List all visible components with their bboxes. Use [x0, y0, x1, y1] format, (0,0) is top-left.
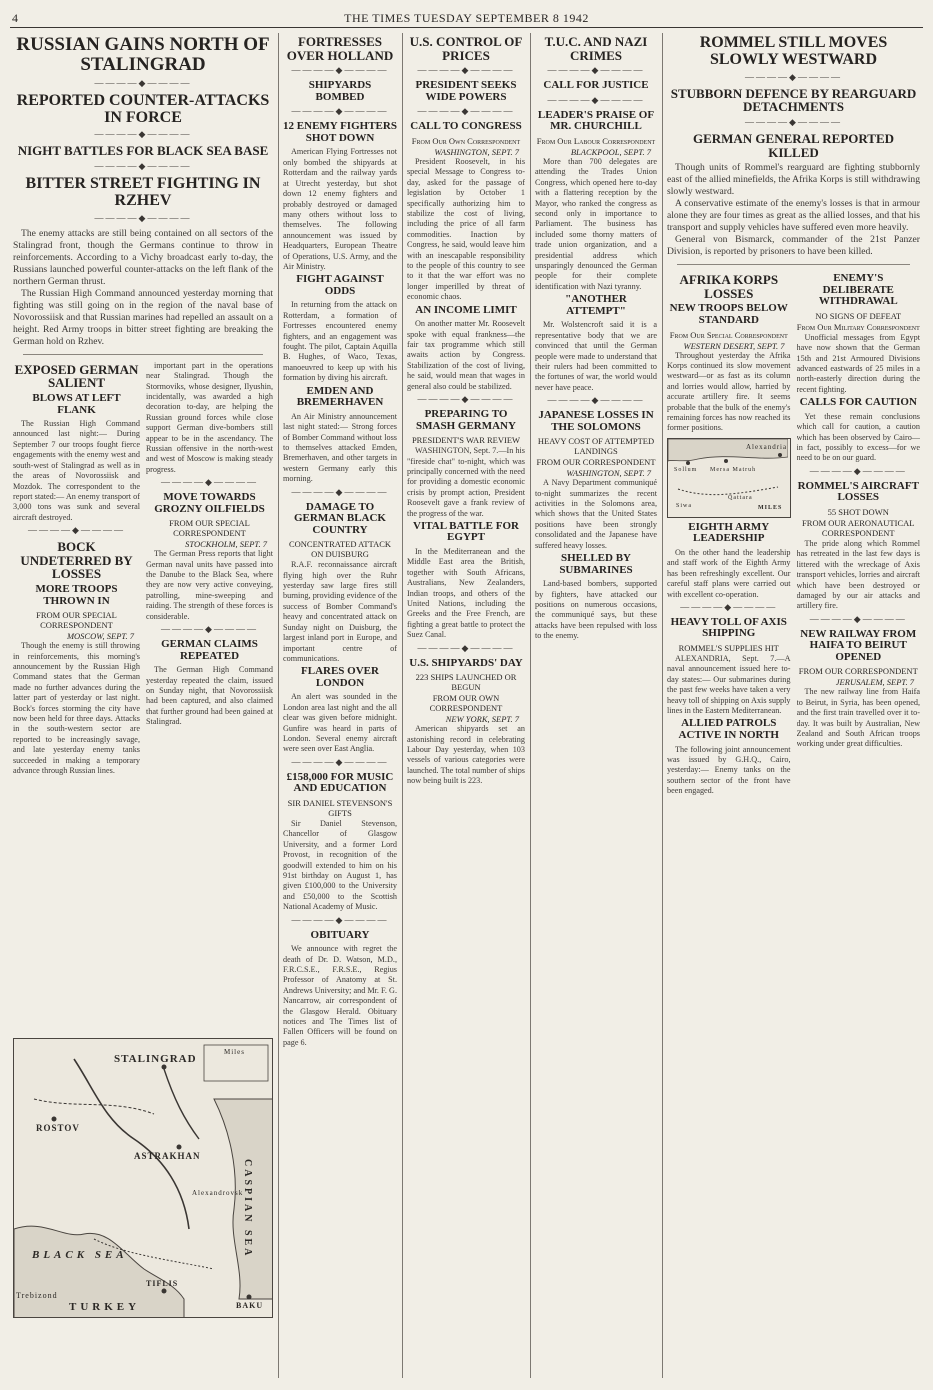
section-head: GERMAN CLAIMS REPEATED [161, 638, 258, 662]
ornament-divider [283, 915, 397, 926]
ornament-divider [667, 72, 920, 83]
desert-map [667, 438, 791, 518]
article-body: The pride along which Rommel has retreated in the last few days is littered with the wreckage of Axis transport vehicles, lorries and aircraft which have been destroyed or damaged by our air attacks and artillery fire. [796, 538, 920, 611]
section-head: MOVE TOWARDS GROZNY OILFIELDS [154, 491, 265, 515]
article-body: The German High Command yesterday repeated the claim, issued on Sunday night, that Novorossiisk had been captured, and also claimed that further ground had been gained at Stalingrad. [146, 665, 273, 727]
two-column-body [13, 361, 273, 777]
section-subhead: SIR DANIEL STEVENSON'S GIFTS [287, 797, 393, 818]
subheadline: NIGHT BATTLES FOR BLACK SEA BASE [17, 143, 269, 159]
section-head: U.S. SHIPYARDS' DAY [409, 656, 523, 669]
byline: FROM OUR AERONAUTICAL CORRESPONDENT [802, 517, 915, 538]
dateline: WASHINGTON, SEPT. 7 [566, 468, 651, 479]
article-lead: The Russian High Command announced yesterday morning that fighting was still going on in the region of the naval base of Novorossiisk and that Russian marines had repelled an assault on a height. Red Army troops in bitter street fighting are breaking the German hold on Rzhev. [13, 287, 273, 347]
ornament-divider [13, 525, 140, 536]
article-body: The following joint announcement was issued by G.H.Q., Cairo, yesterday:— Enemy tanks on the southern sector of the front have been engaged. [667, 744, 791, 796]
subcolumn-right [146, 361, 273, 777]
article-body: American Flying Fortresses not only bombed the shipyards at Rotterdam and the railway yards at Utrecht yesterday, but shot down 12 enemy fighters and probably destroyed or damaged many others without loss to themselves. The following announcement was issued by Headquarters, European Theatre of Operations, U.S. Army, and the Air Ministry. [283, 147, 397, 271]
map-drawing [14, 1039, 273, 1318]
dateline: BLACKPOOL, SEPT. 7 [570, 146, 651, 157]
article-body: More than 700 delegates are attending the Trades Union Congress, which opened here to-day with a flattering reception by the Mayor, who ranked the congress as second only in importance to Parliament. The business has included some thorny matters of trade union organization, and a presidential address which unsparingly denounced the German people for their complete identification with Nazi tyranny. [535, 156, 657, 291]
section-head: £158,000 FOR MUSIC AND EDUCATION [286, 770, 394, 795]
map-label-siwa: Siwa [676, 502, 692, 509]
ornament-divider [667, 117, 920, 128]
article-body: Yet these remain conclusions which call for caution, a caution which has been observed by Cairo—in fact, possibly to excess—for we need to be on our guard. [796, 411, 920, 463]
section-head: EIGHTH ARMY LEADERSHIP [688, 520, 770, 545]
map-label-trebizond: Trebizond [16, 1291, 58, 1300]
byline: From Our Special Correspondent [669, 329, 788, 340]
map-label-rostov: ROSTOV [36, 1123, 80, 1133]
dateline: MOSCOW, SEPT. 7 [66, 631, 134, 642]
ornament-divider [283, 487, 397, 498]
masthead [10, 6, 923, 28]
article-lead: A conservative estimate of the enemy's losses is that in armour alone they are four times as great as the allied losses, and that his transport and supply vehicles have suffered even more heavily. [667, 198, 920, 234]
article-body: American shipyards set an astonishing record in celebrating Labour Day yesterday, when 103 vessels of various categories were launched. The total number of ships now being built is 223. [407, 724, 525, 786]
article-body: We announce with regret the death of Dr. D. Watson, M.D., F.R.C.S.E., F.R.S.E., Regius Professor of Anatomy at St. Andrews University; and Mr. F. G. Nancarrow, air correspondent of the Glasgow Herald. Obituary notices and The Times list of Fallen Officers will be found on page 6. [283, 944, 397, 1047]
map-label-baku: BAKU [236, 1301, 264, 1310]
byline: FROM OUR CORRESPONDENT [536, 457, 656, 468]
byline: FROM OUR OWN CORRESPONDENT [429, 693, 503, 714]
article-body: important part in the operations near Stalingrad. Though the Stormoviks, whose designer, Ilyushin, incidentally, was awarded a high decoration to-day, are helping the Russian ground forces while close support German dive-bombers still appear to be in the ascendancy. The Russian offensive in the north-west and west of Moscow is making steady progress. [146, 360, 273, 474]
article-body: Land-based bombers, supported by fighters, have attacked our positions on numerous occasions, the communiqué says, but these attacks have been repulsed with loss to the enemy. [535, 579, 657, 641]
headline: RUSSIAN GAINS NORTH OF STALINGRAD [16, 34, 270, 75]
subheadline: BITTER STREET FIGHTING IN RZHEV [25, 175, 261, 209]
caucasus-map [13, 1038, 273, 1318]
column-rule [530, 33, 531, 1378]
headline: ROMMEL STILL MOVES SLOWLY WESTWARD [699, 34, 888, 68]
ornament-divider [13, 129, 273, 140]
column-rule [402, 33, 403, 1378]
section-head: CALLS FOR CAUTION [799, 396, 917, 409]
ornament-divider [13, 161, 273, 172]
ornament-divider [535, 95, 657, 106]
section-subhead: NEW TROOPS BELOW STANDARD [669, 302, 788, 326]
article-body: Mr. Wolstencroft said it is a representative body that we are convinced that until the German people were made to understand that their rulers had been committed to the fortunes of war, the world would never have peace. [535, 320, 657, 392]
subheadline: STUBBORN DEFENCE BY REARGUARD DETACHMENTS [670, 85, 917, 115]
ornament-divider [797, 614, 921, 625]
column-3 [404, 33, 528, 1378]
map-label-astrakhan: ASTRAKHAN [134, 1151, 201, 1161]
article-body: A Navy Department communiqué to-night summarizes the recent activities in the Solomons area, which shows that the United States positions have been strongly consolidated and the Japanese have suffered heavy losses. [535, 478, 657, 550]
subcolumn-left [667, 271, 791, 796]
ornament-divider [407, 643, 525, 654]
article-body: Unofficial messages from Egypt have now shown that the German 15th and 21st Armoured Divisions advanced eastwards of 25 miles in a north-easterly direction during the recent fighting. [796, 332, 920, 394]
column-rule [662, 33, 663, 1378]
ornament-divider [407, 394, 525, 405]
subheadline: CALL FOR JUSTICE [543, 79, 649, 92]
article-lead: General von Bismarck, commander of the 21st Panzer Division, is reported by prisoners to have been killed. [667, 234, 920, 258]
dateline: JERUSALEM, SEPT. 7 [835, 677, 914, 688]
section-head: ENEMY'S DELIBERATE WITHDRAWAL [818, 272, 898, 308]
ornament-divider [407, 106, 525, 117]
article-body: The German Press reports that light German naval units have passed into the Danube to the Black Sea, where they are now very active conveying, patrolling, mine-sweeping and raiding. The strength of these forces is considerable. [146, 549, 273, 621]
subheadline: 12 ENEMY FIGHTERS SHOT DOWN [283, 120, 397, 144]
article-lead: Though units of Rommel's rearguard are fighting stubbornly east of the allied minefields, the Afrika Korps is still withdrawing slowly westward. [667, 162, 920, 198]
section-head: HEAVY TOLL OF AXIS SHIPPING [670, 615, 787, 640]
section-head: VITAL BATTLE FOR EGYPT [413, 519, 519, 544]
subheadline: SHIPYARDS BOMBED [308, 79, 372, 103]
byline: FROM OUR SPECIAL CORRESPONDENT [36, 610, 117, 631]
map-legend-miles: MILES [758, 504, 783, 511]
subcolumn-left [13, 361, 140, 777]
section-subhead: ROMMEL'S SUPPLIES HIT [678, 643, 779, 653]
map-label-alexandrovsk: Alexandrovsk [192, 1189, 244, 1197]
column-rule [278, 33, 279, 1378]
byline: From Our Own Correspondent [411, 135, 521, 146]
article-body: On the other hand the leadership and staff work of the Eighth Army has been refreshingly excellent. Our careful staff plans were carried out with excellent co-operation. [667, 547, 791, 599]
column-2 [280, 33, 400, 1378]
byline: FROM OUR SPECIAL CORRESPONDENT [169, 518, 250, 539]
headline: T.U.C. AND NAZI CRIMES [544, 34, 648, 63]
ornament-divider [535, 395, 657, 406]
article-body: An alert was sounded in the London area last night and the all clear was given before midnight. Gunfire was heard in parts of London. Several enemy aircraft were seen over East Anglia. [283, 692, 397, 754]
ornament-divider [283, 757, 397, 768]
section-subhead: 55 SHOT DOWN [827, 506, 889, 517]
map-label-turkey: TURKEY [69, 1301, 141, 1313]
article-body: Throughout yesterday the Afrika Korps continued its slow movement westward—or as fast as its column and lorries would allow, harried by accurate artillery fire. It seems probable that the bulk of the enemy's remaining forces has now reached its former positions. [667, 350, 791, 433]
dateline: WESTERN DESERT, SEPT. 7 [683, 340, 785, 351]
section-head: FLARES OVER LONDON [301, 665, 379, 689]
dateline: STOCKHOLM, SEPT. 7 [185, 539, 267, 550]
subheadline: GERMAN GENERAL REPORTED KILLED [692, 130, 895, 160]
ornament-divider [797, 466, 921, 477]
section-head: JAPANESE LOSSES IN THE SOLOMONS [538, 409, 654, 433]
section-subhead: CONCENTRATED ATTACK ON DUISBURG [288, 539, 392, 560]
ornament-divider [667, 602, 791, 613]
article-body: In the Mediterranean and the Middle East area the British, together with South Africans, Australians, New Zealanders, Indian troops, and others of the United Nations, including the Greeks and the Free French, are fighting a great battle to protect the Suez Canal. [407, 547, 525, 640]
map-label-caspian: CASPIAN SEA [242, 1159, 253, 1259]
subheadline: CALL TO CONGRESS [410, 120, 522, 133]
article-body: An Air Ministry announcement last night stated:— Strong forces of Bomber Command without loss to themselves attacked Emden, Bremerhaven, and other targets in western Germany early this morning. [283, 411, 397, 484]
section-head: ALLIED PATROLS ACTIVE IN NORTH [678, 717, 779, 741]
map-legend-miles: Miles [224, 1048, 245, 1056]
ornament-divider [146, 477, 273, 488]
dateline: WASHINGTON, SEPT. 7 [434, 146, 519, 157]
ornament-divider [13, 213, 273, 224]
headline: U.S. CONTROL OF PRICES [409, 34, 523, 63]
section-head: ROMMEL'S AIRCRAFT LOSSES [797, 479, 919, 504]
subcolumn-right [797, 271, 921, 796]
section-subhead: NO SIGNS OF DEFEAT [815, 310, 902, 321]
subheadline: PRESIDENT SEEKS WIDE POWERS [415, 79, 517, 103]
ornament-divider [146, 624, 273, 635]
ornament-divider [535, 65, 657, 76]
section-subhead: 223 SHIPS LAUNCHED OR BEGUN [415, 672, 517, 693]
section-head: "ANOTHER ATTEMPT" [565, 293, 627, 317]
ornament-divider [283, 106, 397, 117]
section-subhead: HEAVY COST OF ATTEMPTED LANDINGS [537, 436, 655, 457]
map-label-stalingrad: STALINGRAD [114, 1053, 197, 1065]
ornament-divider [407, 65, 525, 76]
article-body: President Roosevelt, in his special Message to Congress to-day, asked for the passage of legislation by October 1 specifically authorizing him to stabilize the cost of living, including the price of all farm commodities. Inaction by Congress, he said, would leave him with an inescapable responsibility to the people of this country to see to it that the war effort was no longer imperilled by threat of economic chaos. [407, 156, 525, 302]
section-head: EXPOSED GERMAN SALIENT [14, 361, 139, 391]
article-body: Though the enemy is still throwing in reinforcements, this morning's announcement by the Russian High Command states that the German made no further advances during the latter part of yesterday or last night. Bock's forces storming the city have now been held for three days. Attacks in the south-western sector are reported to be increasingly savage, and late yesterday enemy tanks succeeded in making a temporary advance through Russian lines. [13, 641, 140, 776]
subheadline: LEADER'S PRAISE OF MR. CHURCHILL [537, 108, 655, 133]
map-label-qattara: Qattara [728, 494, 753, 501]
section-head: BOCK UNDETERRED BY LOSSES [20, 539, 133, 582]
map-label-sollum: Sollum [674, 466, 698, 473]
article-body: The new railway line from Haifa to Beirut, in Syria, has been opened, and the first train travelled over it to-day. It was built by Australian, New Zealand and South African troops working under great difficulties. [796, 687, 920, 749]
masthead-title: THE TIMES TUESDAY SEPTEMBER 8 1942 [344, 11, 589, 25]
ornament-divider [283, 65, 397, 76]
section-head: OBITUARY [310, 928, 370, 941]
section-subhead: PRESIDENT'S WAR REVIEW [411, 435, 521, 446]
map-label-black-sea: BLACK SEA [32, 1249, 128, 1261]
page-number: 4 [12, 11, 18, 25]
article-body: The Russian High Command announced last night:— During September 7 our troops fought fierce engagements with the enemy west and south-west of Stalingrad as well as in the areas of Novorossiisk and Mozdok. The correspondent to the report stated:— An enemy transport of 3,000 tons was sunk and several aircraft destroyed. [13, 419, 140, 522]
section-divider [23, 354, 263, 355]
article-body: Sir Daniel Stevenson, Chancellor of Glasgow University, and a former Lord Provost, in recognition of the goodwill extended to him on his 91st birthday on August 1, has given £100,000 to the University and £50,000 to the Scottish National Academy of Music. [283, 818, 397, 912]
article-lead: The enemy attacks are still being contained on all sectors of the Stalingrad front, though the Germans continue to throw in reinforcements. According to a Vichy broadcast early to-day, the Russians launched powerful counter-attacks on the left flank of the northern German thrust. [13, 227, 273, 287]
ornament-divider [13, 78, 273, 89]
article-body: ALEXANDRIA, Sept. 7.—A naval announcement issued here to-day states:— Our submarines during the past few weeks have taken a very heavy toll of shipping on Axis supply lines in the Eastern Mediterranean. [667, 654, 791, 716]
section-subhead: MORE TROOPS THROWN IN [35, 583, 118, 607]
section-head: SHELLED BY SUBMARINES [559, 552, 633, 576]
subheadline: REPORTED COUNTER-ATTACKS IN FORCE [16, 91, 270, 126]
section-head: NEW RAILWAY FROM HAIFA TO BEIRUT OPENED [800, 627, 917, 663]
dateline: NEW YORK, SEPT. 7 [445, 714, 519, 725]
headline: FORTRESSES OVER HOLLAND [286, 34, 394, 63]
map-label-mersa: Mersa Matruh [710, 466, 757, 473]
column-1 [10, 33, 276, 1378]
article-body: On another matter Mr. Roosevelt spoke with equal frankness—the fair tax programme which still awaits action by Congress. Stabilization of the cost of living, he said, would mean that wages in general also could be stabilized. [407, 319, 525, 391]
article-body: In returning from the attack on Rotterdam, a formation of Fortresses encountered enemy fighters, and an engagement was fought. The pilot, Captain Aquilla B. Hughes, of Waco, Texas, manoeuvred to keep up with his formation by diving his aircraft. [283, 300, 397, 383]
byline: From Our Military Correspondent [796, 321, 920, 332]
section-head: FIGHT AGAINST ODDS [296, 273, 384, 297]
section-head: EMDEN AND BREMERHAVEN [296, 384, 384, 409]
section-subhead: BLOWS AT LEFT FLANK [32, 391, 121, 416]
map-label-alexandria: Alexandria [746, 442, 788, 451]
article-body: R.A.F. reconnaissance aircraft flying high over the Ruhr yesterday saw large fires still burning, providing evidence of the success of Bomber Command's heavy and concentrated attack on Sunday night on Duisburg, the largest inland port in Europe, and important centre of communications. [283, 560, 397, 663]
section-head: AFRIKA KORPS LOSSES [679, 272, 779, 301]
column-4 [532, 33, 660, 1378]
byline: From Our Labour Correspondent [536, 135, 656, 146]
column-5 [664, 33, 923, 1378]
section-head: AN INCOME LIMIT [415, 303, 517, 316]
section-head: PREPARING TO SMASH GERMANY [416, 408, 516, 432]
section-divider [677, 264, 910, 265]
two-column-body [667, 271, 920, 796]
article-body: WASHINGTON, Sept. 7.—In his "fireside chat" to-night, which was principally concerned with the need for providing a domestic economic crisis by prompt action, President Roosevelt gave a frank review of the progress of the war. [407, 446, 525, 518]
map-label-tiflis: TIFLIS [146, 1279, 179, 1288]
byline: FROM OUR CORRESPONDENT [798, 666, 918, 677]
section-head: DAMAGE TO GERMAN BLACK COUNTRY [294, 500, 386, 536]
